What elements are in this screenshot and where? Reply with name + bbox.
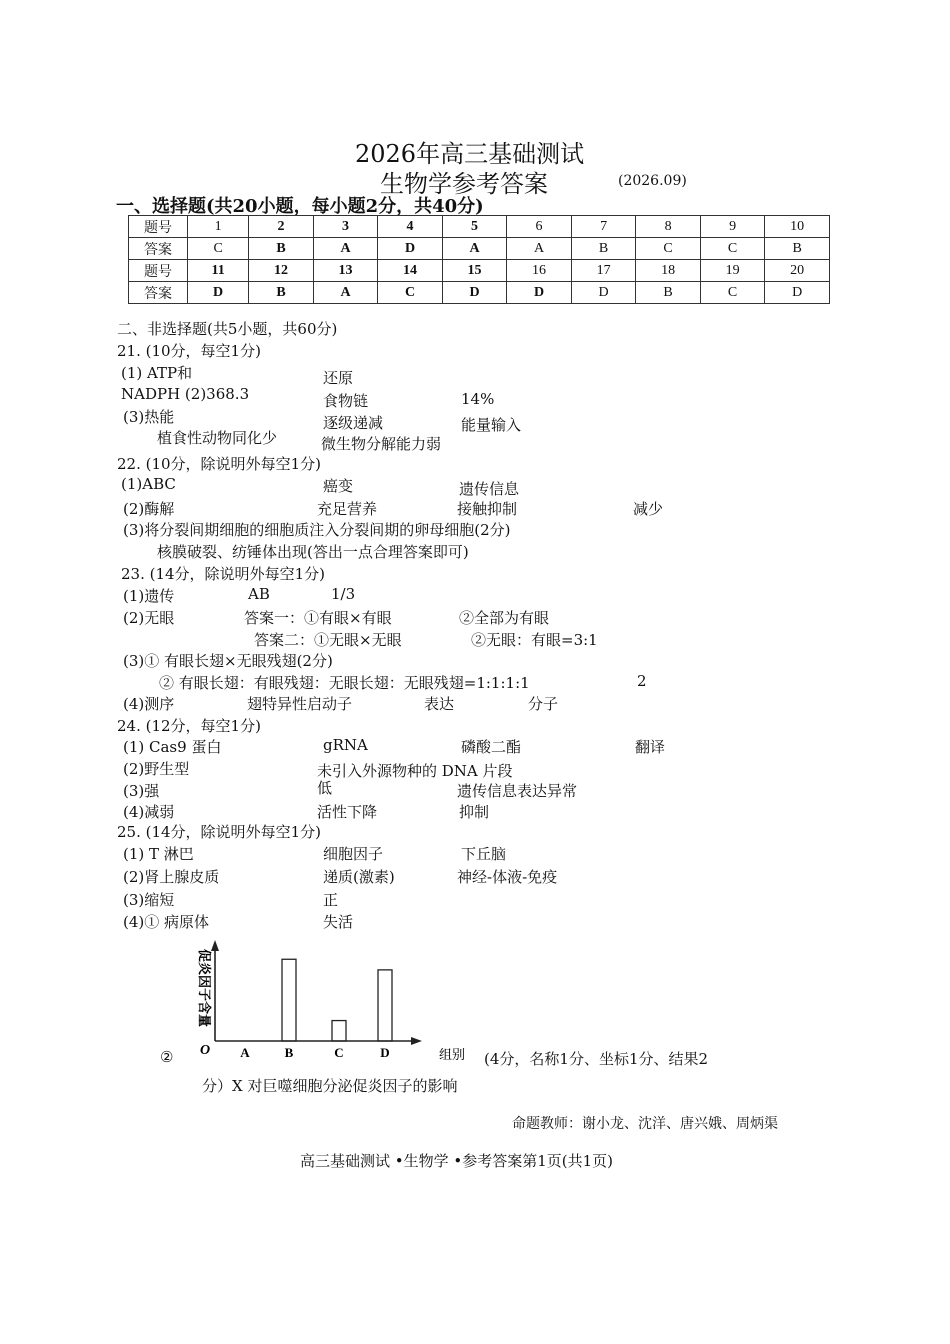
answer-cell: B: [571, 238, 636, 260]
answer-cell: C: [700, 282, 765, 304]
q21-answer-3b: 逐级递减: [323, 414, 384, 432]
q23-answer-2c: ②全部为有眼: [459, 609, 550, 627]
answer-cell: D: [378, 238, 443, 260]
q23-answer-3c: ②无眼：有眼=3:1: [471, 631, 598, 649]
q24-answer-4c: 抑制: [459, 803, 490, 821]
category-label-c: C: [334, 1045, 344, 1060]
answer-row: [129, 238, 830, 260]
q21-answer-2: NADPH (2)368.3: [121, 385, 250, 403]
q22-answer-2: (2)酶解: [123, 500, 175, 518]
q23-answer-2: (2)无眼: [123, 609, 175, 627]
title-line1: 2026年高三基础测试: [355, 140, 585, 168]
question-number-cell: 1: [188, 216, 249, 238]
q21-heading: 21. (10分，每空1分): [117, 342, 261, 360]
q23-answer-5b: 2: [637, 672, 647, 690]
q24-answer-1b: gRNA: [323, 736, 368, 754]
q21-answer-1: (1) ATP和: [121, 364, 193, 382]
bar-b: [282, 959, 296, 1041]
answer-cell: A: [507, 238, 572, 260]
q21-answer-4: 植食性动物同化少: [157, 429, 278, 447]
bar-chart: [175, 935, 485, 1070]
question-number-cell: 4: [378, 216, 443, 238]
q22-answer-2d: 减少: [633, 500, 664, 518]
q22-answer-3: (3)将分裂间期细胞的细胞质注入分裂间期的卵母细胞(2分): [123, 521, 511, 539]
question-number-cell: 13: [313, 260, 378, 282]
q24-answer-3c: 遗传信息表达异常: [457, 782, 578, 800]
q23-answer-6d: 分子: [528, 695, 559, 713]
q23-answer-1c: 1/3: [331, 585, 356, 603]
q22-answer-4: 核膜破裂、纺锤体出现(答出一点合理答案即可): [157, 543, 469, 561]
q21-answer-3c: 能量输入: [461, 416, 522, 434]
q25-answer-4: (4)① 病原体: [123, 913, 210, 931]
q23-answer-2b: 答案一：①有眼×有眼: [244, 609, 392, 627]
row-label-answer: 答案: [129, 238, 188, 260]
question-number-cell: 10: [765, 216, 830, 238]
q21-answer-4b: 微生物分解能力弱: [321, 435, 442, 453]
question-number-cell: 12: [249, 260, 314, 282]
question-number-row: [129, 260, 830, 282]
answer-cell: B: [249, 282, 314, 304]
y-axis-arrow: [211, 940, 219, 951]
question-number-cell: 14: [378, 260, 443, 282]
q22-answer-2b: 充足营养: [317, 500, 378, 518]
question-number-cell: 11: [188, 260, 249, 282]
answer-cell: C: [378, 282, 443, 304]
q25-answer-3: (3)缩短: [123, 891, 175, 909]
title-line2: 生物学参考答案: [380, 170, 548, 198]
x-axis-label: 组别: [439, 1048, 466, 1063]
q24-answer-3b: 低: [317, 779, 333, 797]
question-number-cell: 16: [507, 260, 572, 282]
q24-answer-2: (2)野生型: [123, 760, 190, 778]
question-number-cell: 20: [765, 260, 830, 282]
question-number-cell: 6: [507, 216, 572, 238]
q24-answer-4b: 活性下降: [317, 803, 378, 821]
bar-d: [378, 970, 392, 1041]
authors: 命题教师：谢小龙、沈洋、唐兴娥、周炳渠: [512, 1116, 778, 1132]
category-label-d: D: [380, 1045, 390, 1060]
answer-cell: B: [636, 282, 701, 304]
q25-heading: 25. (14分，除说明外每空1分): [117, 823, 321, 841]
section1-heading: 一、选择题(共20小题，每小题2分，共40分): [116, 196, 484, 217]
q25-answer-2c: 神经-体液-免疫: [457, 868, 558, 886]
q24-heading: 24. (12分，每空1分): [117, 717, 261, 735]
answer-cell: D: [571, 282, 636, 304]
question-number-cell: 3: [313, 216, 378, 238]
q21-answer-3: (3)热能: [123, 408, 175, 426]
question-number-cell: 19: [700, 260, 765, 282]
answer-cell: C: [636, 238, 701, 260]
q25-answer-2b: 递质(激素): [323, 868, 395, 886]
q25-answer-1b: 细胞因子: [323, 845, 384, 863]
answer-cell: A: [313, 238, 378, 260]
answer-cell: A: [313, 282, 378, 304]
question-number-cell: 2: [249, 216, 314, 238]
question-number-cell: 7: [571, 216, 636, 238]
row-label-number: 题号: [129, 216, 188, 238]
row-label-number: 题号: [129, 260, 188, 282]
q23-answer-6c: 表达: [424, 695, 455, 713]
answer-row: [129, 282, 830, 304]
exam-date: (2026.09): [618, 173, 687, 189]
q25-answer-2: (2)肾上腺皮质: [123, 868, 220, 886]
answer-table: [128, 215, 830, 304]
q23-answer-1b: AB: [248, 585, 270, 603]
answer-cell: D: [507, 282, 572, 304]
q22-answer-2c: 接触抑制: [457, 500, 518, 518]
question-number-cell: 17: [571, 260, 636, 282]
answer-cell: B: [765, 238, 830, 260]
answer-cell: A: [442, 238, 507, 260]
question-number-cell: 15: [442, 260, 507, 282]
q21-answer-2b: 食物链: [323, 392, 369, 410]
question-number-cell: 9: [700, 216, 765, 238]
answer-cell: D: [765, 282, 830, 304]
answer-cell: D: [188, 282, 249, 304]
q23-answer-3b: 答案二：①无眼×无眼: [254, 631, 402, 649]
category-label-a: A: [240, 1045, 250, 1060]
q23-answer-4: (3)① 有眼长翅×无眼残翅(2分): [123, 652, 333, 670]
answer-cell: C: [700, 238, 765, 260]
question-number-cell: 5: [442, 216, 507, 238]
origin-label: O: [200, 1043, 211, 1058]
section2-heading: 二、非选择题(共5小题，共60分): [117, 320, 338, 338]
q23-answer-5: ② 有眼长翅：有眼残翅：无眼长翅：无眼残翅=1:1:1:1: [159, 674, 530, 692]
q22-answer-1: (1)ABC: [121, 475, 176, 493]
answer-cell: D: [442, 282, 507, 304]
x-axis-arrow: [411, 1037, 422, 1045]
q25-answer-3b: 正: [323, 891, 339, 909]
q25-answer-5-marker: ②: [160, 1048, 174, 1066]
row-label-answer: 答案: [129, 282, 188, 304]
q23-heading: 23. (14分，除说明外每空1分): [121, 565, 325, 583]
page-info: 高三基础测试 •生物学 •参考答案第1页(共1页): [300, 1152, 614, 1170]
q24-answer-1d: 翻译: [635, 738, 666, 756]
answer-cell: C: [188, 238, 249, 260]
q24-answer-3: (3)强: [123, 782, 160, 800]
category-label-b: B: [284, 1045, 294, 1060]
q25-answer-1: (1) T 淋巴: [123, 845, 194, 863]
q25-answer-5-cont: 分）X 对巨噬细胞分泌促炎因子的影响: [202, 1077, 458, 1095]
question-number-cell: 8: [636, 216, 701, 238]
q23-answer-6: (4)测序: [123, 695, 175, 713]
q25-answer-4b: 失活: [323, 913, 354, 931]
q24-answer-1c: 磷酸二酯: [461, 738, 522, 756]
q22-heading: 22. (10分，除说明外每空1分): [117, 455, 321, 473]
question-number-cell: 18: [636, 260, 701, 282]
q22-answer-1b: 癌变: [323, 477, 354, 495]
q24-answer-2b: 未引入外源物种的 DNA 片段: [317, 762, 513, 780]
bar-c: [332, 1021, 346, 1041]
q23-answer-1: (1)遗传: [123, 587, 175, 605]
q21-answer-2c: 14%: [461, 390, 495, 408]
q25-answer-5-score: (4分，名称1分、坐标1分、结果2: [484, 1050, 709, 1068]
q23-answer-6b: 翅特异性启动子: [247, 695, 353, 713]
answer-cell: B: [249, 238, 314, 260]
q21-answer-1b: 还原: [323, 369, 354, 387]
q24-answer-1: (1) Cas9 蛋白: [123, 738, 222, 756]
q25-answer-1c: 下丘脑: [461, 845, 507, 863]
question-number-row: [129, 216, 830, 238]
q24-answer-4: (4)减弱: [123, 803, 175, 821]
y-axis-label: 促炎因子含量: [196, 949, 211, 1028]
q22-answer-1c: 遗传信息: [459, 480, 520, 498]
